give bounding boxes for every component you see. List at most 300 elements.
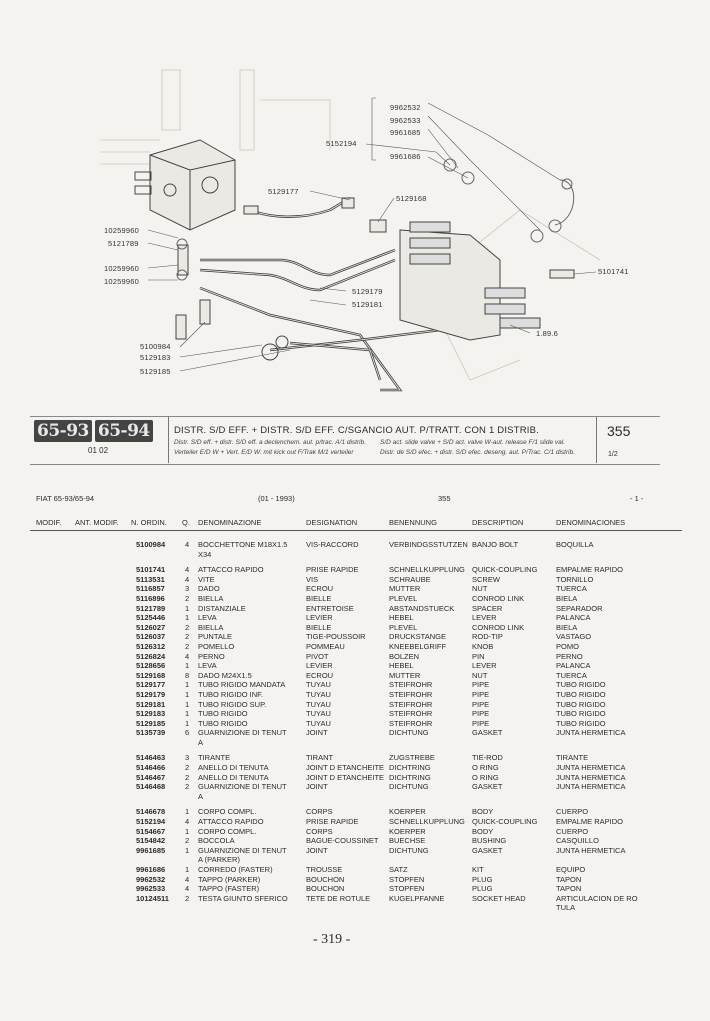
table-row	[0, 719, 710, 729]
name-es: TUERCA	[556, 670, 587, 680]
quantity: 1	[185, 807, 190, 817]
header-line2-right: S/D act. slide valve + S/D act. valve W-aut. release F/1 slide val.	[380, 439, 566, 446]
quantity: 2	[185, 622, 190, 632]
name-en: BODY	[472, 807, 494, 817]
name-fr: CORPS	[306, 807, 333, 817]
table-row	[0, 753, 710, 763]
name-es: BIELA	[556, 593, 578, 603]
callout-10259960-b: 10259960	[104, 264, 139, 273]
name-en: SCREW	[472, 574, 500, 584]
name-es: EQUIPO	[556, 865, 586, 874]
table-page-of: 1/2	[608, 451, 618, 458]
name-de: STEIFROHR	[389, 689, 433, 699]
part-number: 9962532	[136, 874, 166, 884]
name-it: POMELLO	[198, 641, 235, 651]
name-de: KUGELPFANNE	[389, 893, 445, 903]
part-number: 5146467	[136, 772, 166, 782]
part-number: 5126027	[136, 622, 166, 632]
name-en: KNOB	[472, 641, 494, 651]
name-it: CORREDO (FASTER)	[198, 865, 273, 874]
name-fr: TUYAU	[306, 689, 331, 699]
name-es: VASTAGO	[556, 632, 592, 642]
name-de: PLEVEL	[389, 593, 418, 603]
name-en: TIE-ROD	[472, 753, 503, 763]
callout-5100984: 5100984	[140, 342, 171, 351]
name-en: SPACER	[472, 603, 503, 613]
meta-model: FIAT 65-93/65-94	[36, 494, 95, 503]
name-en: PIN	[472, 651, 485, 661]
name-fr: TUYAU	[306, 680, 331, 690]
quantity: 4	[185, 651, 190, 661]
part-number: 5129181	[136, 699, 166, 709]
name-de: DICHTRING	[389, 763, 431, 773]
name-fr: JOINT D ETANCHEITE	[306, 772, 385, 782]
name-it: PUNTALE	[198, 632, 233, 642]
part-number: 5125446	[136, 613, 166, 623]
name-es: TUBO RIGIDO	[556, 699, 606, 709]
table-row	[0, 550, 710, 560]
name-it: X34	[198, 549, 212, 559]
table-row	[0, 690, 710, 700]
header-line2-left: Distr. S/D eff. + distr. S/D eff. a declenchem. aut. p/trac. A/1 distrib.	[174, 439, 367, 446]
part-number: 5121789	[136, 603, 166, 613]
name-en: QUICK-COUPLING	[472, 817, 538, 827]
name-it: DADO M24X1.5	[198, 670, 252, 680]
name-it: TAPPO (FASTER)	[198, 884, 260, 894]
col-qty: Q.	[182, 518, 190, 527]
table-row	[0, 728, 710, 738]
name-de: STEIFROHR	[389, 718, 433, 728]
name-en: CONROD LINK	[472, 593, 525, 603]
table-row	[0, 642, 710, 652]
name-it: DADO	[198, 584, 220, 594]
quantity: 2	[185, 893, 190, 903]
name-fr: BIELLE	[306, 622, 332, 632]
part-number: 9961686	[136, 865, 166, 874]
name-en: PLUG	[472, 874, 493, 884]
part-number: 5146678	[136, 807, 166, 817]
name-es: SEPARADOR	[556, 603, 603, 613]
table-row	[0, 584, 710, 594]
part-number: 5128656	[136, 661, 166, 671]
name-de: DICHTRING	[389, 772, 431, 782]
name-en: SOCKET HEAD	[472, 893, 526, 903]
table-row	[0, 773, 710, 783]
table-row	[0, 565, 710, 575]
name-fr: LEVIER	[306, 661, 333, 671]
name-fr: JOINT	[306, 728, 328, 738]
name-es: PALANCA	[556, 661, 591, 671]
quantity: 1	[185, 718, 190, 728]
name-de: BOLZEN	[389, 651, 420, 661]
table-number: 355	[607, 423, 631, 439]
name-fr: JOINT D ETANCHEITE	[306, 763, 385, 773]
part-number: 10124511	[136, 893, 169, 903]
name-de: STEIFROHR	[389, 699, 433, 709]
table-row	[0, 613, 710, 623]
name-en: LEVER	[472, 661, 497, 671]
part-number: 5126312	[136, 641, 166, 651]
quantity: 1	[185, 603, 190, 613]
name-de: STEIFROHR	[389, 680, 433, 690]
name-es: JUNTA HERMETICA	[556, 728, 626, 738]
callout-1-89-6: 1.89.6	[536, 329, 559, 338]
name-de: DICHTUNG	[389, 845, 429, 855]
callout-5129177: 5129177	[268, 187, 299, 196]
name-it: DISTANZIALE	[198, 603, 246, 613]
name-es: TUBO RIGIDO	[556, 689, 606, 699]
callout-10259960-a: 10259960	[104, 226, 139, 235]
part-number: 5129183	[136, 709, 166, 719]
name-en: PIPE	[472, 709, 490, 719]
part-number: 5135739	[136, 728, 166, 738]
name-it: BOCCHETTONE M18X1.5	[198, 540, 288, 549]
quantity: 2	[185, 782, 190, 792]
callout-9962532: 9962532	[390, 103, 421, 112]
col-ant-modif: ANT. MODIF.	[75, 518, 119, 527]
name-it: VITE	[198, 574, 215, 584]
part-number: 5129168	[136, 670, 166, 680]
name-de: VERBINDGSSTUTZEN	[389, 540, 468, 549]
header-line3-right: Distr. de S/D efec. + distr. S/D efec. deseng. aut. P/Trac. C/1 distrib.	[380, 449, 576, 456]
col-designation: DESIGNATION	[306, 518, 358, 527]
name-fr: BAGUE-COUSSINET	[306, 836, 379, 846]
name-de: MUTTER	[389, 584, 421, 594]
quantity: 1	[185, 661, 190, 671]
callout-5152194: 5152194	[326, 139, 357, 148]
name-it: TIRANTE	[198, 753, 231, 763]
name-es: CUERPO	[556, 826, 589, 836]
quantity: 1	[185, 613, 190, 623]
name-es: JUNTA HERMETICA	[556, 845, 626, 855]
name-fr: CORPS	[306, 826, 333, 836]
name-it: GUARNIZIONE DI TENUT	[198, 845, 287, 855]
name-es: BOQUILLA	[556, 540, 594, 549]
name-es: TUBO RIGIDO	[556, 718, 606, 728]
name-it: ATTACCO RAPIDO	[198, 817, 264, 827]
name-es: TAPON	[556, 874, 582, 884]
name-fr: TETE DE ROTULE	[306, 893, 371, 903]
name-de: STEIFROHR	[389, 709, 433, 719]
name-de: HEBEL	[389, 613, 414, 623]
name-en: O RING	[472, 772, 499, 782]
name-en: GASKET	[472, 728, 503, 738]
name-es: JUNTA HERMETICA	[556, 763, 626, 773]
name-it: TAPPO (PARKER)	[198, 874, 261, 884]
name-fr: TUYAU	[306, 718, 331, 728]
name-de: HEBEL	[389, 661, 414, 671]
table-row	[0, 827, 710, 837]
table-row	[0, 817, 710, 827]
name-en: LEVER	[472, 613, 497, 623]
part-number: 5129185	[136, 718, 166, 728]
name-en: CONROD LINK	[472, 622, 525, 632]
name-es: POMO	[556, 641, 579, 651]
part-number: 5129179	[136, 689, 166, 699]
table-row	[0, 661, 710, 671]
name-en: KIT	[472, 865, 484, 874]
quantity: 4	[185, 565, 190, 575]
name-es: JUNTA HERMETICA	[556, 782, 626, 792]
quantity: 2	[185, 772, 190, 782]
name-it: TUBO RIGIDO	[198, 709, 248, 719]
name-fr: TROUSSE	[306, 865, 343, 874]
name-fr: PRISE RAPIDE	[306, 817, 359, 827]
callout-5129185: 5129185	[140, 367, 171, 376]
part-number: 5146463	[136, 753, 166, 763]
name-de: ABSTANDSTUECK	[389, 603, 455, 613]
quantity: 4	[185, 874, 190, 884]
name-en: BANJO BOLT	[472, 540, 519, 549]
table-row	[0, 846, 710, 856]
name-fr: LEVIER	[306, 613, 333, 623]
name-it: BIELLA	[198, 593, 224, 603]
table-row	[0, 792, 710, 802]
callout-10259960-c: 10259960	[104, 277, 139, 286]
name-de: ZUGSTREBE	[389, 753, 435, 763]
name-it: LEVA	[198, 661, 217, 671]
part-number: 5101741	[136, 565, 166, 575]
name-es: TIRANTE	[556, 753, 589, 763]
name-es: CUERPO	[556, 807, 589, 817]
part-number: 5154667	[136, 826, 166, 836]
quantity: 1	[185, 826, 190, 836]
quantity: 2	[185, 641, 190, 651]
name-fr: JOINT	[306, 782, 328, 792]
table-row	[0, 807, 710, 817]
table-row	[0, 632, 710, 642]
table-row	[0, 680, 710, 690]
name-en: O RING	[472, 763, 499, 773]
name-fr: BIELLE	[306, 593, 332, 603]
name-es: ARTICULACION DE RO	[556, 893, 638, 903]
name-fr: VIS	[306, 574, 319, 584]
callout-5129168: 5129168	[396, 194, 427, 203]
part-number: 5152194	[136, 817, 166, 827]
name-de: SATZ	[389, 865, 408, 874]
name-de: MUTTER	[389, 670, 421, 680]
name-fr: BOUCHON	[306, 884, 345, 894]
callout-5101741: 5101741	[598, 267, 629, 276]
page-number: - 319 -	[313, 932, 351, 947]
name-de: SCHNELLKUPPLUNG	[389, 817, 465, 827]
quantity: 1	[185, 699, 190, 709]
table-row	[0, 875, 710, 885]
callout-9962533: 9962533	[390, 116, 421, 125]
table-row	[0, 903, 710, 913]
name-it: A	[198, 737, 204, 747]
name-en: ROD-TIP	[472, 632, 503, 642]
name-fr: BOUCHON	[306, 874, 345, 884]
callout-5129183: 5129183	[140, 353, 171, 362]
callout-9961685: 9961685	[390, 128, 421, 137]
table-row	[0, 894, 710, 904]
name-it: PERNO	[198, 651, 225, 661]
name-es: TORNILLO	[556, 574, 594, 584]
table-row	[0, 652, 710, 662]
name-it: TUBO RIGIDO INF.	[198, 689, 264, 699]
name-es: PERNO	[556, 651, 583, 661]
part-number: 5116857	[136, 584, 165, 594]
name-es: EMPALME RAPIDO	[556, 817, 623, 827]
name-es: EMPALME RAPIDO	[556, 565, 623, 575]
name-es: BIELA	[556, 622, 578, 632]
meta-date: (01 - 1993)	[258, 494, 295, 503]
header-title: DISTR. S/D EFF. + DISTR. S/D EFF. C/SGANCIO AUT. P/TRATT. CON 1 DISTRIB.	[174, 425, 539, 436]
name-it: TUBO RIGIDO SUP.	[198, 699, 267, 709]
part-number: 5146468	[136, 782, 166, 792]
name-de: STOPFEN	[389, 874, 425, 884]
name-de: SCHNELLKUPPLUNG	[389, 565, 465, 575]
name-es: TAPON	[556, 884, 582, 894]
table-row	[0, 782, 710, 792]
table-row	[0, 623, 710, 633]
name-it: GUARNIZIONE DI TENUT	[198, 782, 287, 792]
name-de: DICHTUNG	[389, 782, 429, 792]
name-fr: VIS-RACCORD	[306, 540, 359, 549]
parts-table	[0, 540, 710, 913]
name-es: CASQUILLO	[556, 836, 599, 846]
name-de: PLEVEL	[389, 622, 418, 632]
quantity: 1	[185, 865, 190, 874]
part-number: 5126824	[136, 651, 166, 661]
table-row	[0, 700, 710, 710]
name-it: BIELLA	[198, 622, 224, 632]
quantity: 3	[185, 753, 190, 763]
part-number: 5146466	[136, 763, 166, 773]
quantity: 6	[185, 728, 190, 738]
name-en: QUICK-COUPLING	[472, 565, 538, 575]
name-en: NUT	[472, 670, 488, 680]
name-fr: ECROU	[306, 670, 334, 680]
quantity: 3	[185, 584, 190, 594]
quantity: 4	[185, 574, 190, 584]
name-es: TUERCA	[556, 584, 587, 594]
quantity: 1	[185, 689, 190, 699]
name-de: STOPFEN	[389, 884, 425, 894]
col-n-ordin: N. ORDIN.	[131, 518, 167, 527]
part-number: 9961685	[136, 845, 166, 855]
part-number: 5113531	[136, 574, 165, 584]
name-fr: ECROU	[306, 584, 334, 594]
table-row	[0, 763, 710, 773]
part-number: 5116896	[136, 593, 165, 603]
callout-5129179: 5129179	[352, 287, 383, 296]
table-row	[0, 709, 710, 719]
quantity: 1	[185, 709, 190, 719]
name-de: DICHTUNG	[389, 728, 429, 738]
table-row	[0, 540, 710, 550]
name-it: CORPO COMPL.	[198, 826, 257, 836]
name-de: KNEEBELGRIFF	[389, 641, 447, 651]
callout-5129181: 5129181	[352, 300, 383, 309]
part-number: 5126037	[136, 632, 166, 642]
col-description: DESCRIPTION	[472, 518, 524, 527]
table-row	[0, 865, 710, 875]
table-header	[30, 417, 660, 465]
header-line3-left: Verteiler E/D W + Vert. E/D W. mit kick out F/Trak M/1 verteiler	[174, 449, 354, 456]
part-number: 5100984	[136, 540, 166, 549]
name-fr: PIVOT	[306, 651, 329, 661]
name-de: KOERPER	[389, 807, 426, 817]
name-fr: POMMEAU	[306, 641, 345, 651]
name-it: LEVA	[198, 613, 217, 623]
name-it: TESTA GIUNTO SFERICO	[198, 893, 288, 903]
name-it: TUBO RIGIDO MANDATA	[198, 680, 286, 690]
name-en: PIPE	[472, 699, 490, 709]
model-badges	[34, 420, 156, 442]
meta-table: 355	[438, 494, 451, 503]
name-es: PALANCA	[556, 613, 591, 623]
name-fr: PRISE RAPIDE	[306, 565, 359, 575]
name-en: GASKET	[472, 782, 503, 792]
name-en: PIPE	[472, 689, 490, 699]
name-fr: TIGE-POUSSOIR	[306, 632, 366, 642]
part-number: 9962533	[136, 884, 166, 894]
name-es: JUNTA HERMETICA	[556, 772, 626, 782]
callout-5121789: 5121789	[108, 239, 139, 248]
name-it: ANELLO DI TENUTA	[198, 763, 269, 773]
table-row	[0, 855, 710, 865]
table-row	[0, 604, 710, 614]
name-de: DRUCKSTANGE	[389, 632, 446, 642]
quantity: 4	[185, 817, 190, 827]
quantity: 2	[185, 763, 190, 773]
quantity: 4	[185, 540, 190, 549]
name-es: TUBO RIGIDO	[556, 709, 606, 719]
name-en: PIPE	[472, 718, 490, 728]
callout-9961686: 9961686	[390, 152, 421, 161]
name-de: KOERPER	[389, 826, 426, 836]
name-en: BUSHING	[472, 836, 507, 846]
model-badge-2: 65-94	[95, 420, 153, 442]
part-number: 5154842	[136, 836, 166, 846]
name-fr: TIRANT	[306, 753, 334, 763]
meta-sheet: - 1 -	[630, 494, 644, 503]
quantity: 4	[185, 884, 190, 894]
name-it: TUBO RIGIDO	[198, 718, 248, 728]
table-row	[0, 594, 710, 604]
name-es: TULA	[556, 903, 576, 913]
quantity: 2	[185, 836, 190, 846]
name-de: SCHRAUBE	[389, 574, 431, 584]
col-modif: MODIF.	[36, 518, 62, 527]
table-row	[0, 884, 710, 894]
quantity: 8	[185, 670, 190, 680]
header-date: 01 02	[88, 446, 109, 455]
name-en: BODY	[472, 826, 494, 836]
col-benennung: BENENNUNG	[389, 518, 437, 527]
name-fr: TUYAU	[306, 699, 331, 709]
name-fr: TUYAU	[306, 709, 331, 719]
part-number: 5129177	[136, 680, 166, 690]
model-badge-1: 65-93	[34, 420, 92, 442]
name-en: NUT	[472, 584, 488, 594]
table-row	[0, 738, 710, 748]
name-it: ANELLO DI TENUTA	[198, 772, 269, 782]
name-it: BOCCOLA	[198, 836, 235, 846]
name-fr: JOINT	[306, 845, 328, 855]
name-it: A (PARKER)	[198, 855, 240, 865]
quantity: 1	[185, 845, 190, 855]
name-es: TUBO RIGIDO	[556, 680, 606, 690]
table-row	[0, 575, 710, 585]
col-denominazione: DENOMINAZIONE	[198, 518, 262, 527]
name-it: GUARNIZIONE DI TENUT	[198, 728, 287, 738]
quantity: 1	[185, 680, 190, 690]
table-row	[0, 836, 710, 846]
name-it: ATTACCO RAPIDO	[198, 565, 264, 575]
